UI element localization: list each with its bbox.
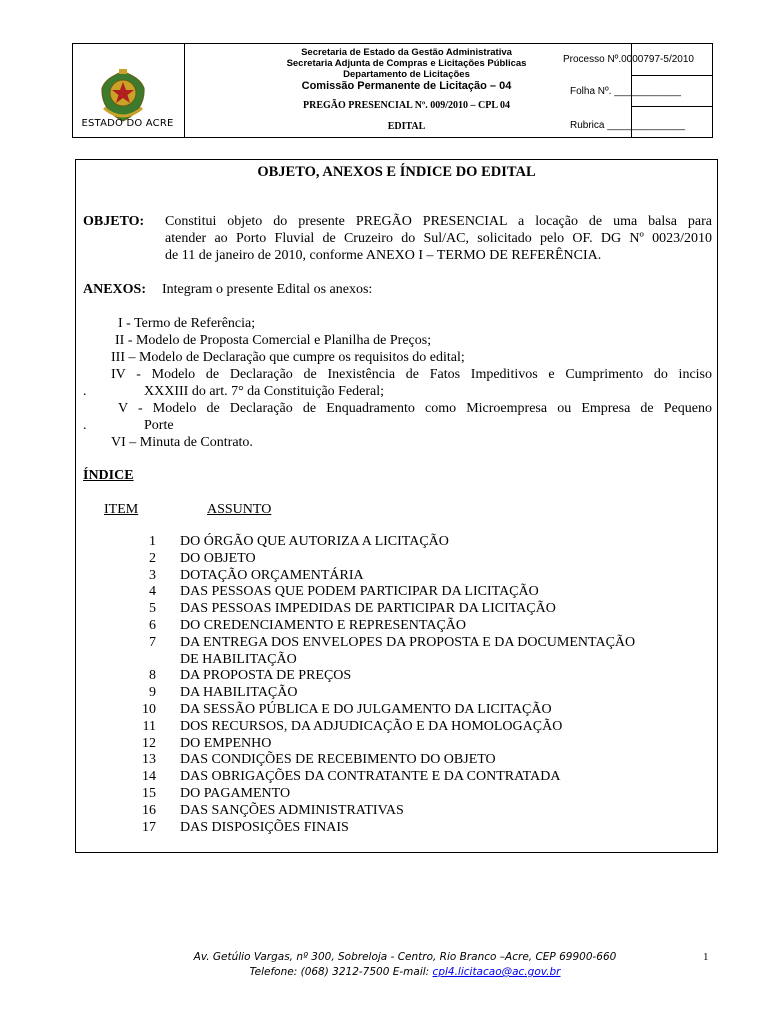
index-item-number: 1 [149,534,156,549]
bullet-dot: . [83,384,87,399]
index-item-subject: DAS CONDIÇÕES DE RECEBIMENTO DO OBJETO [180,752,496,768]
footer [130,950,680,980]
footer-contact [130,965,680,980]
index-item-subject: DAS OBRIGAÇÕES DA CONTRATANTE E DA CONTRATADA [180,769,561,785]
anexo-item: II - Modelo de Proposta Comercial e Planilha de Preços; [115,333,432,348]
state-name: ESTADO DO ACRE [81,118,174,129]
processo-number: Processo Nº.0000797-5/2010 [563,54,694,65]
anexo-item: VI – Minuta de Contrato. [111,435,253,450]
index-item-subject: DA ENTREGA DOS ENVELOPES DA PROPOSTA E DA DOCUMENTAÇÃO [180,634,636,650]
indice-label: ÍNDICE [83,468,134,483]
footer-phone: Telefone: (068) 3212-7500 E-mail: [249,966,430,978]
footer-address: Av. Getúlio Vargas, nº 300, Sobreloja - Centro, Rio Branco –Acre, CEP 69900-660 [193,951,617,963]
index-item-number: 17 [142,819,156,835]
anexo-item-continuation: XXXIII do art. 7° da Constituição Federal; [144,384,385,399]
item-column-header: ITEM [104,502,139,517]
index-item-subject: DO CREDENCIAMENTO E REPRESENTAÇÃO [180,618,467,633]
anexo-item: V - Modelo de Declaração de Enquadramento como Microempresa ou Empresa de Pequeno [118,401,712,416]
index-item-subject: DO PAGAMENTO [180,786,291,801]
page-number: 1 [703,951,709,963]
rubrica-field: Rubrica ______________ [570,120,686,131]
index-item-subject: DAS PESSOAS QUE PODEM PARTICIPAR DA LICITAÇÃO [180,584,539,600]
anexos-label: ANEXOS: [83,282,147,297]
index-item-number: 6 [149,618,156,633]
index-item-subject: DA PROPOSTA DE PREÇOS [180,668,352,684]
divider [631,106,712,107]
index-item-number: 11 [142,718,156,734]
objeto-label: OBJETO: [83,214,145,229]
objeto-line: Constitui objeto do presente PREGÃO PRESENCIAL a locação de uma balsa para [165,214,712,229]
assunto-column-header: ASSUNTO [207,502,272,517]
index-item-subject: DAS PESSOAS IMPEDIDAS DE PARTICIPAR DA LICITAÇÃO [180,601,556,617]
index-item-number: 15 [142,786,156,801]
coat-of-arms-icon [98,68,148,124]
index-item-subject: DA SESSÃO PÚBLICA E DO JULGAMENTO DA LICITAÇÃO [180,702,552,717]
index-item-subject: DAS SANÇÕES ADMINISTRATIVAS [180,802,404,818]
anexo-item: I - Termo de Referência; [118,316,256,331]
index-item-subject: DOS RECURSOS, DA ADJUDICAÇÃO E DA HOMOLOGAÇÃO [180,718,563,734]
index-item-subject: DO OBJETO [180,550,256,566]
header-comissao: Comissão Permanente de Licitação – 04 [301,80,512,92]
anexo-item: III – Modelo de Declaração que cumpre os requisitos do edital; [111,350,465,365]
index-item-number: 5 [149,601,156,617]
index-item-number: 7 [149,634,156,650]
index-item-number: 12 [142,735,156,751]
index-item-number: 9 [149,685,156,701]
index-item-subject-continuation: DE HABILITAÇÃO [180,651,297,667]
bullet-dot: . [83,418,87,433]
header-secretaria-adjunta: Secretaria Adjunta de Compras e Licitações Públicas [286,58,527,69]
header-pregao: PREGÃO PRESENCIAL Nº. 009/2010 – CPL 04 [303,100,510,111]
index-item-subject: DOTAÇÃO ORÇAMENTÁRIA [180,567,364,583]
anexos-intro: Integram o presente Edital os anexos: [162,282,373,297]
index-item-number: 13 [142,752,156,768]
divider [631,75,712,76]
index-item-number: 3 [149,567,156,583]
index-item-number: 2 [149,550,156,566]
anexo-item: IV - Modelo de Declaração de Inexistência de Fatos Impeditivos e Cumprimento do inciso [111,367,712,382]
index-item-subject: DO ÓRGÃO QUE AUTORIZA A LICITAÇÃO [180,534,449,549]
header-edital: EDITAL [387,121,426,132]
header-departamento: Departamento de Licitações [343,69,470,80]
objeto-line: de 11 de janeiro de 2010, conforme ANEXO I – TERMO DE REFERÊNCIA. [165,248,602,263]
objeto-line: atender ao Porto Fluvial de Cruzeiro do Sul/AC, solicitado pelo OF. DG Nº 0023/2010 [165,231,712,246]
email-link[interactable]: cpl4.licitacao@ac.gov.br [432,966,561,978]
anexo-item-continuation: Porte [144,418,174,433]
folha-field: Folha Nº. ____________ [570,86,681,97]
index-item-number: 4 [149,584,156,600]
index-item-number: 14 [142,769,156,785]
index-item-subject: DA HABILITAÇÃO [180,685,298,701]
index-item-number: 10 [142,702,156,717]
index-item-subject: DO EMPENHO [180,735,272,751]
header-secretaria: Secretaria de Estado da Gestão Administrativa [301,47,512,58]
index-item-subject: DAS DISPOSIÇÕES FINAIS [180,819,349,835]
index-item-number: 8 [149,668,156,684]
index-item-number: 16 [142,802,156,818]
section-title: OBJETO, ANEXOS E ÍNDICE DO EDITAL [257,164,536,180]
